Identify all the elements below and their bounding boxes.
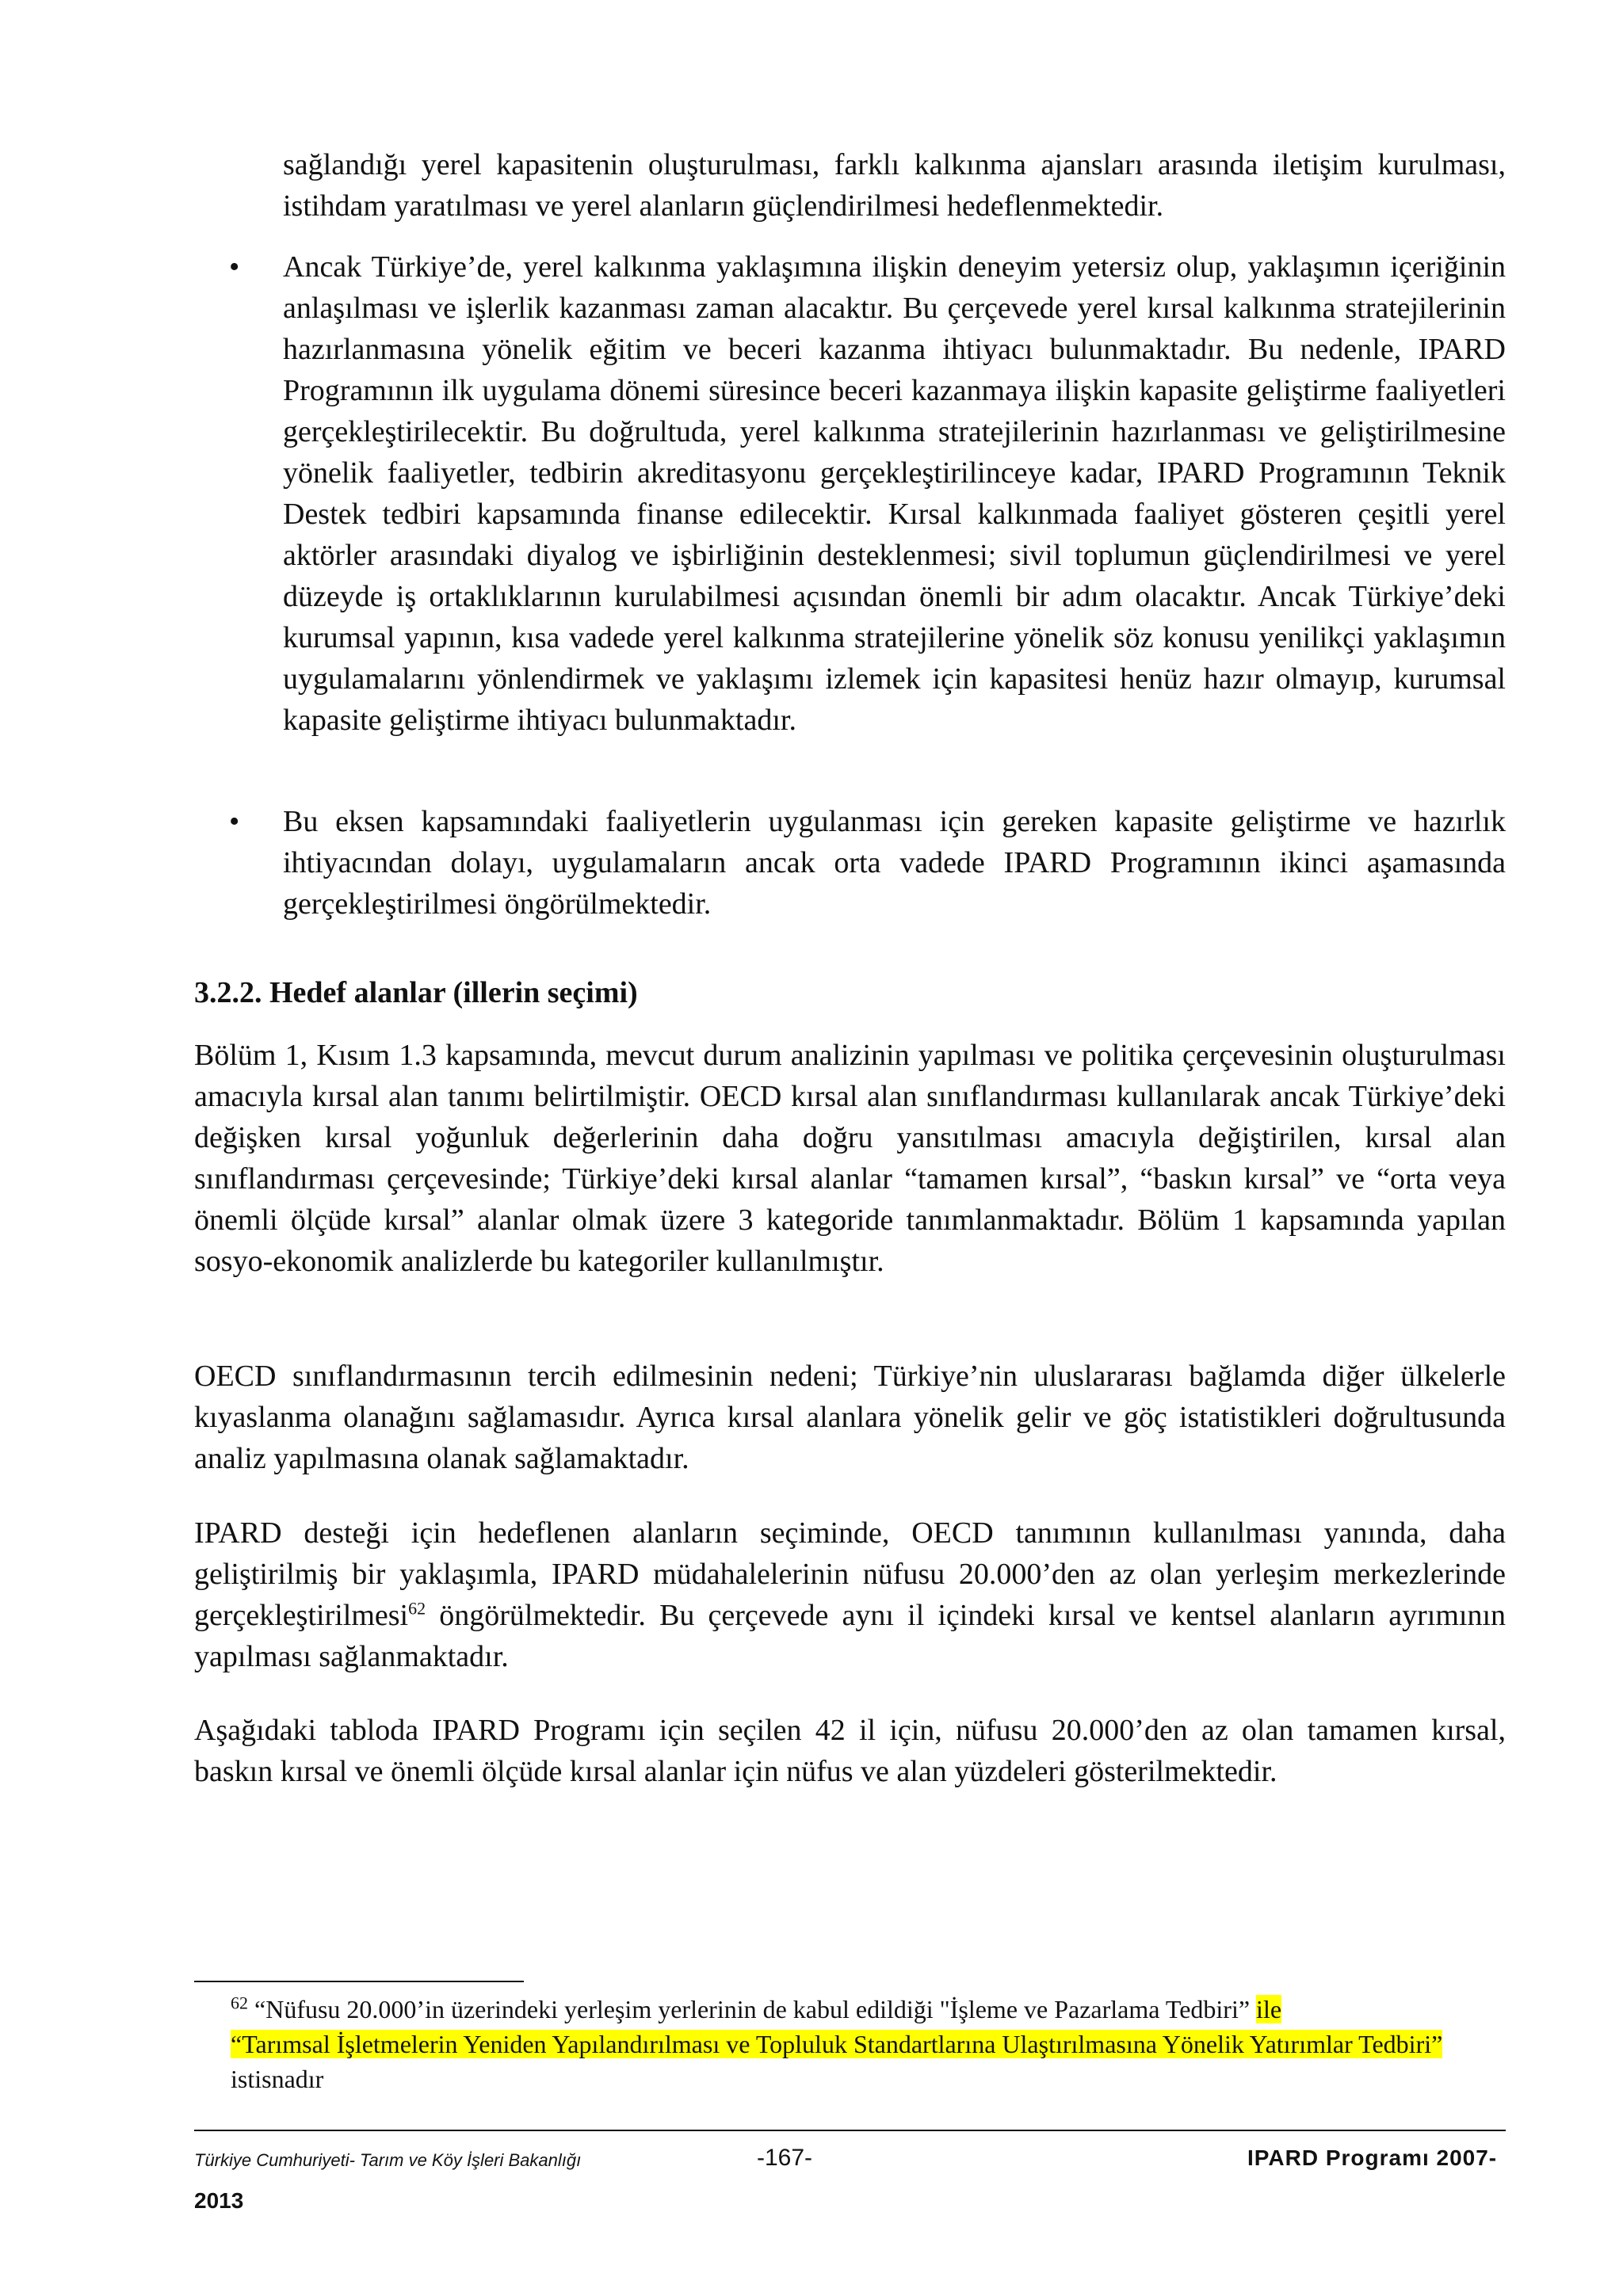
body-paragraph: Aşağıdaki tabloda IPARD Programı için seçilen 42 il için, nüfusu 20.000’den az olan tamamen kırsal, baskın kırsal ve önemli ölçüde kırsal alanlar için nüfus ve alan yüzdeleri gösterilmektedir. <box>194 1714 1506 1788</box>
footnote-reference[interactable]: 62 <box>408 1598 426 1619</box>
footnote-divider <box>194 1981 524 1982</box>
paragraph-text: öngörülmektedir. Bu çerçevede aynı il içindeki kırsal ve kentsel alanların ayrımının yapılması sağlanmaktadır. <box>194 1599 1506 1673</box>
footer-divider <box>194 2130 1506 2131</box>
continuation-paragraph: sağlandığı yerel kapasitenin oluşturulması, farklı kalkınma ajansları arasında iletişim kurulması, istihdam yaratılması ve yerel alanların güçlendirilmesi hedeflenmektedir. <box>283 148 1506 223</box>
footnote-text: “Nüfusu 20.000’in üzerindeki yerleşim yerlerinin de kabul edildiği "İşleme ve Pazarlama Tedbiri” <box>248 1995 1257 2023</box>
bullet-icon: • <box>229 250 240 284</box>
footer-ministry: Türkiye Cumhuriyeti- Tarım ve Köy İşleri Bakanlığı <box>194 2150 582 2170</box>
body-paragraph: OECD sınıflandırmasının tercih edilmesinin nedeni; Türkiye’nin uluslararası bağlamda diğer ülkelerle kıyaslanma olanağını sağlamasıdır. Ayrıca kırsal alanlara yönelik gelir ve göç istatistikleri doğrultusunda analiz yapılmasına olanak sağlamaktadır. <box>194 1360 1506 1475</box>
section-heading: 3.2.2. Hedef alanlar (illerin seçimi) <box>194 976 638 1009</box>
footnote <box>231 1992 1506 2096</box>
footer-year: 2013 <box>194 2188 244 2213</box>
footnote-highlight: ile <box>1256 1995 1282 2023</box>
footnote-number: 62 <box>231 1993 248 2013</box>
body-paragraph: Bölüm 1, Kısım 1.3 kapsamında, mevcut durum analizinin yapılması ve politika çerçevesinin oluşturulması amacıyla kırsal alan tanımı belirtilmiştir. OECD kırsal alan sınıflandırması kullanılarak ancak Türkiye’deki değişken kırsal yoğunluk değerlerinin daha doğru yansıtılması amacıyla değiştirilen, kırsal alan sınıflandırması çerçevesinde; Türkiye’deki kırsal alanlar “tamamen kırsal”, “baskın kırsal” ve “orta veya önemli ölçüde kırsal” alanlar olmak üzere 3 kategoride tanımlanmaktadır. Bölüm 1 kapsamında yapılan sosyo-ekonomik analizlerde bu kategoriler kullanılmıştır. <box>194 1039 1506 1278</box>
page-number: -167- <box>757 2145 813 2171</box>
bullet-text: Ancak Türkiye’de, yerel kalkınma yaklaşımına ilişkin deneyim yetersiz olup, yaklaşımın içeriğinin anlaşılması ve işlerlik kazanması zaman alacaktır. Bu çerçevede yerel kırsal kalkınma stratejilerinin hazırlanmasına yönelik eğitim ve beceri kazanma ihtiyacı bulunmaktadır. Bu nedenle, IPARD Programının ilk uygulama dönemi süresince beceri kazanmaya ilişkin kapasite geliştirme faaliyetleri gerçekleştirilecektir. Bu doğrultuda, yerel kalkınma stratejilerinin hazırlanması ve geliştirilmesine yönelik faaliyetler, tedbirin akreditasyonu gerçekleştirilinceye kadar, IPARD Programının Teknik Destek tedbiri kapsamında finanse edilecektir. Kırsal kalkınmada faaliyet gösteren çeşitli yerel aktörler arasındaki diyalog ve işbirliğinin desteklenmesi; sivil toplumun güçlendirilmesi ve yerel düzeyde iş ortaklıklarının kurulabilmesi açısından önemli bir adım olacaktır. Ancak Türkiye’deki kurumsal yapının, kısa vadede yerel kalkınma stratejilerine yönelik söz konusu yenilikçi yaklaşımın uygulamalarını yönlendirmek ve yaklaşımı izlemek için kapasitesi henüz hazır olmayıp, kurumsal kapasite geliştirme ihtiyacı bulunmaktadır. <box>283 250 1506 737</box>
footer-program-title: IPARD Programı 2007- <box>1247 2145 1498 2170</box>
paragraph-text: IPARD desteği için hedeflenen alanların seçiminde, OECD tanımının kullanılması yanında, daha geliştirilmiş bir yaklaşımla, IPARD müdahalelerinin nüfusu 20.000’den az olan yerleşim merkezlerinde gerçekleştirilmesi <box>194 1516 1506 1632</box>
bullet-text: Bu eksen kapsamındaki faaliyetlerin uygulanması için gereken kapasite geliştirme ve hazırlık ihtiyacından dolayı, uygulamaların ancak orta vadede IPARD Programının ikinci aşamasında gerçekleştirilmesi öngörülmektedir. <box>283 805 1506 921</box>
body-paragraph-with-footnote <box>194 1512 1506 1677</box>
footnote-text: istisnadır <box>231 2065 324 2093</box>
footnote-highlight: “Tarımsal İşletmelerin Yeniden Yapılandırılması ve Topluluk Standartlarına Ulaştırılmasına Yönelik Yatırımlar Tedbiri” <box>231 2030 1443 2058</box>
bullet-icon: • <box>229 805 240 838</box>
